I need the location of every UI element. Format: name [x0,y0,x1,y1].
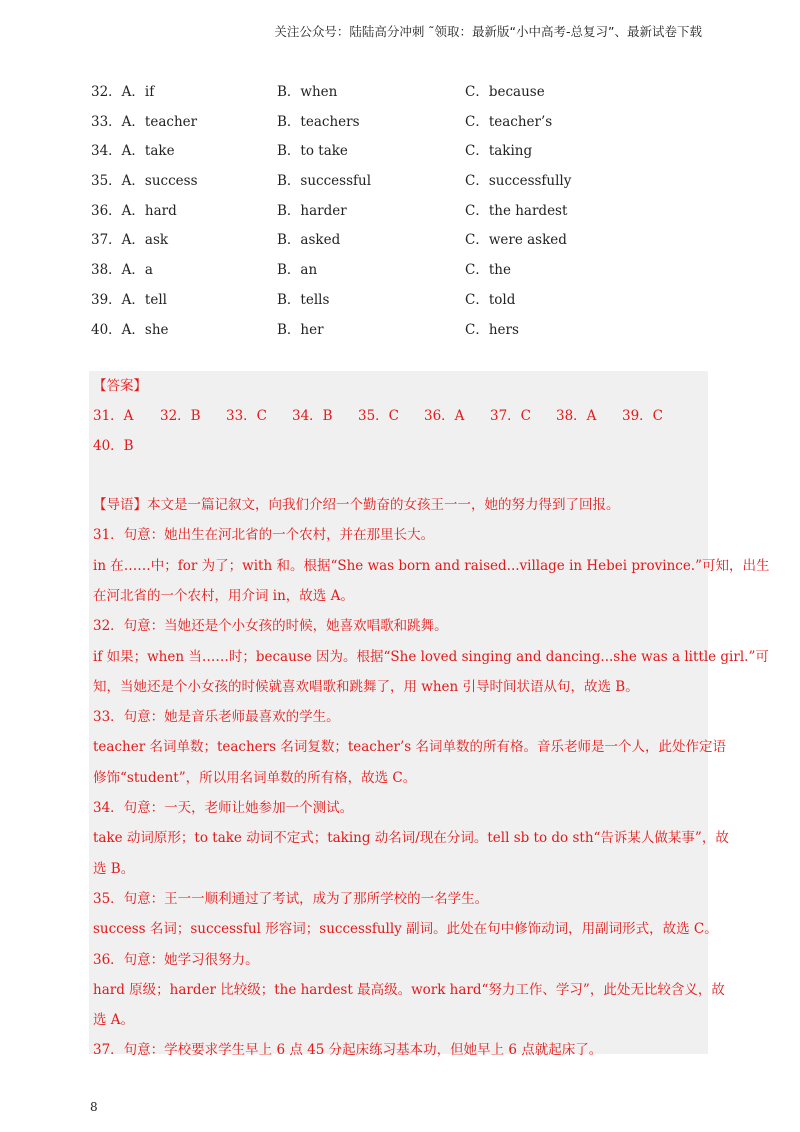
answer-item: 35．C [358,408,400,424]
option-row [91,224,711,254]
explanation-line: 31．句意：她出生在河北省的一个农村，并在那里长大。 [93,527,435,544]
option-row [91,165,711,195]
answer-item: 32．B [160,408,201,424]
answer-item: 37．C [490,408,532,424]
option-a: 36．A．hard [91,202,177,219]
explanation-line: 选 B。 [93,860,135,877]
option-c: C．because [465,84,545,100]
option-a: 32．A．if [91,84,155,100]
option-b: B．tells [277,291,330,308]
option-c: C．told [465,291,516,308]
answer-item: 36．A [424,408,465,424]
explanation-line: success 名词；successful 形容词；successfully 副词。此处在句中修饰动词，用副词形式，故选 C。 [93,921,718,938]
option-row [91,254,711,284]
explanation-line: 在河北省的一个农村，用介词 in，故选 A。 [93,587,354,604]
option-row [91,135,711,165]
explanation-line: in 在……中；for 为了；with 和。根据“She was born and raised...village in Hebei province.”可知，出生 [93,557,770,574]
explanation-line: take 动词原形；to take 动词不定式；taking 动名词/现在分词。tell sb to do sth“告诉某人做某事”，故 [93,830,729,847]
option-c: C．were asked [465,232,567,249]
option-row [91,76,711,106]
answer-item: 34．B [292,408,333,424]
option-b: B．successful [277,173,372,190]
page-header: 关注公众号：陆陆高分冲刺 ˜领取：最新版“小中高考-总复习”、最新试卷下载 [274,24,702,39]
option-row [91,195,711,225]
option-b: B．harder [277,202,347,219]
explanation-line: 33．句意：她是音乐老师最喜欢的学生。 [93,709,340,726]
option-b: B．an [277,262,318,279]
answer-key-row [93,404,705,424]
answer-item: 38．A [556,408,597,424]
answer-options-list [91,76,711,343]
option-c: C．the [465,262,511,279]
answer-item: 31．A [93,408,134,424]
explanation-line: 37．句意：学校要求学生早上 6 点 45 分起床练习基本功，但她早上 6 点就起床了。 [93,1042,603,1059]
option-c: C．teacher’s [465,113,553,130]
option-c: C．taking [465,143,533,160]
answer-key-last: 40．B [93,438,134,454]
explanation-line: 32．句意：当她还是个小女孩的时候，她喜欢唱歌和跳舞。 [93,618,448,635]
explanation-line: 36．句意：她学习很努力。 [93,951,259,968]
explanation-line: 知，当她还是个小女孩的时候就喜欢唱歌和跳舞了，用 when 引导时间状语从句，故选 B。 [93,678,639,695]
explanation-line: hard 原级；harder 比较级；the hardest 最高级。work hard“努力工作、学习”，此处无比较含义，故 [93,981,725,998]
answer-heading: 【答案】 [93,378,147,394]
option-b: B．when [277,84,338,100]
explanation-line: 34．句意：一天，老师让她参加一个测试。 [93,800,354,816]
explanation-line: 【导语】本文是一篇记叙文，向我们介绍一个勤奋的女孩王一一，她的努力得到了回报。 [93,497,620,513]
option-b: B．her [277,321,324,338]
option-row [91,314,711,344]
option-c: C．the hardest [465,202,568,219]
option-a: 37．A．ask [91,232,169,249]
explanation-line: teacher 名词单数；teachers 名词复数；teacher’s 名词单数的所有格。音乐老师是一个人，此处作定语 [93,739,727,756]
option-a: 33．A．teacher [91,113,198,130]
explanation-line: 修饰“student”，所以用名词单数的所有格，故选 C。 [93,769,417,786]
option-a: 38．A．a [91,262,153,279]
option-c: C．successfully [465,173,572,190]
explanation-line: 35．句意：王一一顺利通过了考试，成为了那所学校的一名学生。 [93,890,489,907]
page-number: 8 [90,1100,98,1114]
explanation-line: if 如果；when 当……时；because 因为。根据“She loved singing and dancing...she was a little girl.”可 [93,648,769,665]
option-c: C．hers [465,321,519,338]
answer-explanation-box [89,371,770,1059]
option-a: 39．A．tell [91,291,167,308]
answer-item: 33．C [226,408,268,424]
option-row [91,106,711,136]
answer-item: 39．C [622,408,664,424]
option-row [91,284,711,314]
option-b: B．teachers [277,113,360,130]
explanation-line: 选 A。 [93,1012,135,1029]
option-b: B．to take [277,143,348,160]
option-a: 35．A．success [91,173,198,190]
option-b: B．asked [277,232,341,249]
option-a: 34．A．take [91,143,175,160]
option-a: 40．A．she [91,321,169,338]
